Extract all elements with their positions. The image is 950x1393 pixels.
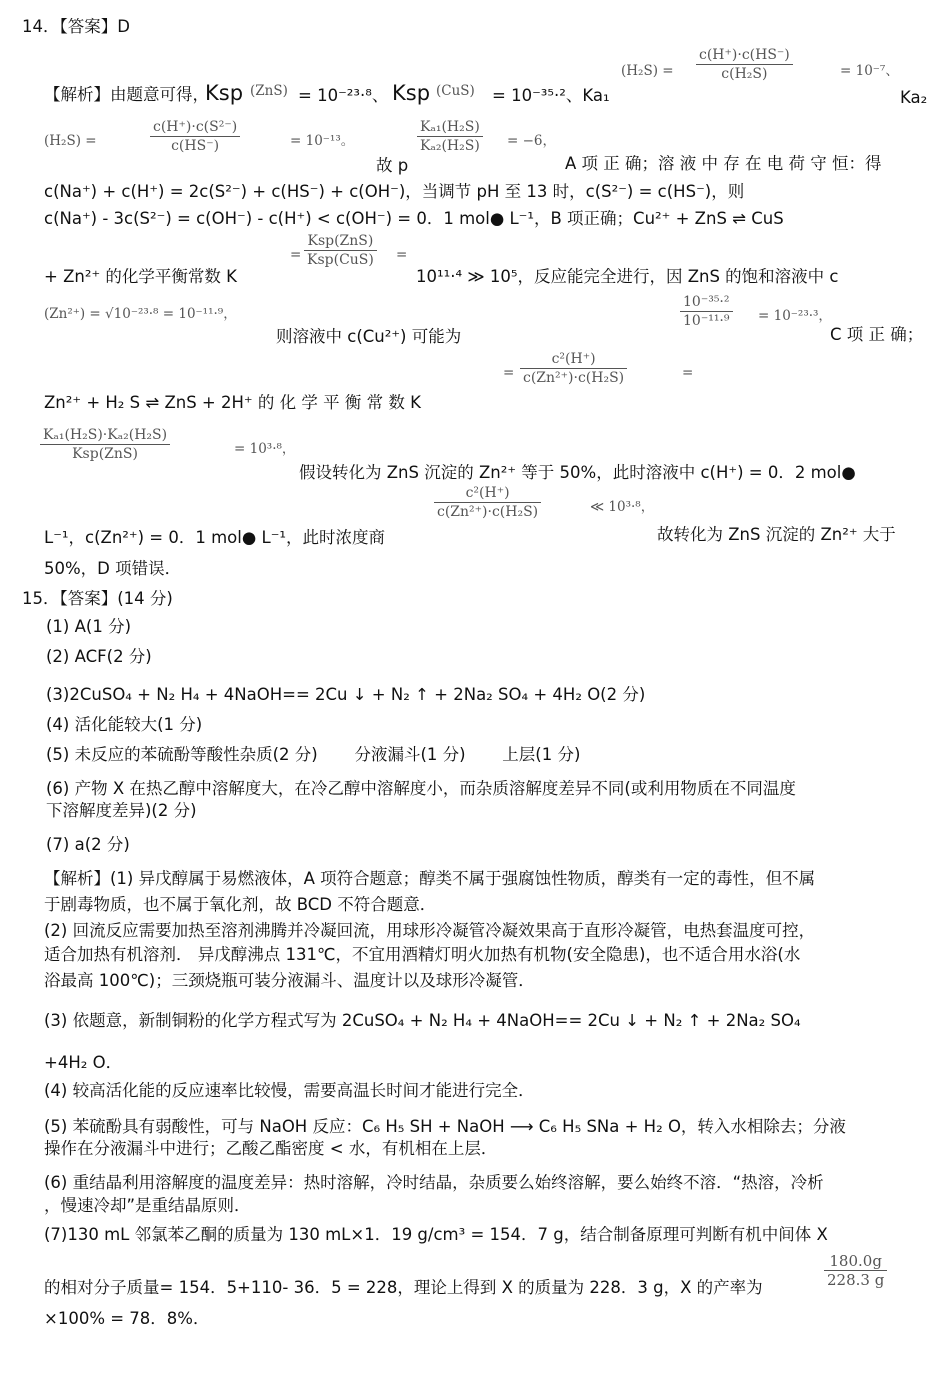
k2-lhs: =	[503, 365, 515, 381]
explain-7-line1: (7)130 mL 邻氯苯乙酮的质量为 130 mL×1．19 g/cm³ = 154．7 g，结合制备原理可判断有机中间体 X	[44, 1225, 828, 1244]
explain-1-line1: 【解析】(1) 异戊醇属于易燃液体，A 项符合题意；醇类不属于强腐蚀性物质，醇类有一定的毒性，但不属	[44, 869, 816, 888]
ksp-zns-arg: (ZnS)	[250, 83, 288, 99]
answer-5: (5) 未反应的苯硫酚等酸性杂质(2 分) 分液漏斗(1 分) 上层(1 分)	[46, 745, 581, 764]
ksp-cus-label: Ksp	[392, 81, 431, 105]
explain-5-line2: 操作在分液漏斗中进行；乙酸乙酯密度 < 水，有机相在上层．	[44, 1139, 498, 1158]
yield-num: 180.0g	[829, 1252, 882, 1270]
ksp-zns-label: Ksp	[205, 81, 244, 105]
line-charge-balance: c(Na⁺) + c(H⁺) = 2c(S²⁻) + c(HS⁻) + c(OH⁻)，当调节 pH 至 13 时，c(S²⁻) = c(HS⁻)，则	[44, 182, 745, 201]
explain-3-line1: (3) 依题意，新制铜粉的化学方程式写为 2CuSO₄ + N₂ H₄ + 4NaOH== 2Cu ↓ + N₂ ↑ + 2Na₂ SO₄	[44, 1011, 801, 1030]
ka2-den: c(HS⁻)	[150, 136, 240, 155]
explain-6-line1: (6) 重结晶利用溶解度的温度差异：热时溶解，冷时结晶，杂质要么始终溶解，要么始终不溶．“热溶，冷析	[44, 1173, 824, 1192]
c-correct: C 项 正 确；	[830, 325, 924, 344]
q-num: c²(H⁺)	[465, 485, 510, 501]
q15-header: 15．【答案】(14 分)	[22, 589, 173, 608]
k-den: Ksp(CuS)	[304, 250, 377, 269]
line-l: L⁻¹，c(Zn²⁺) = 0．1 mol● L⁻¹，此时浓度商	[44, 528, 386, 547]
ka2-rhs: = 10⁻¹³。	[290, 133, 355, 149]
answer-2: (2) ACF(2 分)	[46, 647, 152, 666]
line-gu: 故转化为 ZnS 沉淀的 Zn²⁺ 大于	[657, 525, 896, 544]
ka2-label: Ka₂	[900, 88, 928, 107]
ka-ratio-den: Kₐ₂(H₂S)	[417, 136, 483, 155]
line-zn-k: + Zn²⁺ 的化学平衡常数 K	[44, 267, 237, 286]
answer-3: (3)2CuSO₄ + N₂ H₄ + 4NaOH== 2Cu ↓ + N₂ ↑ + 2Na₂ SO₄ + 4H₂ O(2 分)	[46, 685, 646, 704]
zn-sqrt: (Zn²⁺) = √10⁻²³·⁸ = 10⁻¹¹·⁹，	[44, 306, 237, 322]
ksp-cus-arg: (CuS)	[436, 83, 475, 99]
explain-2-line1: (2) 回流反应需要加热至溶剂沸腾并冷凝回流，用球形冷凝管冷凝效果高于直形冷凝管，电热套温度可控，	[44, 921, 816, 940]
answer-6-line2: 下溶解度差异)(2 分)	[46, 801, 197, 820]
line-b-correct: c(Na⁺) - 3c(S²⁻) = c(OH⁻) - c(H⁺) < c(OH⁻) = 0．1 mol● L⁻¹，B 项正确；Cu²⁺ + ZnS ⇌ CuS	[44, 209, 784, 228]
line-a-correct: A 项 正 确；溶 液 中 存 在 电 荷 守 恒：得	[565, 154, 882, 173]
k-fraction	[304, 232, 377, 269]
cu-num: 10⁻³⁵·²	[683, 294, 730, 310]
answer-1: (1) A(1 分)	[46, 617, 132, 636]
explain-7-line2: 的相对分子质量= 154．5+110- 36．5 = 228，理论上得到 X 的质量为 228．3 g，X 的产率为	[44, 1278, 763, 1297]
k3-den: Ksp(ZnS)	[40, 444, 170, 463]
explain-5-line1: (5) 苯硫酚具有弱酸性，可与 NaOH 反应：C₆ H₅ SH + NaOH ⟶ C₆ H₅ SNa + H₂ O，转入水相除去；分液	[44, 1117, 846, 1136]
cu-label: 则溶液中 c(Cu²⁺) 可能为	[276, 327, 462, 346]
cu-den: 10⁻¹¹·⁹	[680, 311, 733, 330]
ka2-fraction	[150, 118, 240, 155]
k2-fraction	[520, 350, 627, 387]
ka1-lhs: (H₂S) =	[621, 63, 674, 79]
answer-4: (4) 活化能较大(1 分)	[46, 715, 203, 734]
explain-1-line2: 于剧毒物质，也不属于氧化剂，故 BCD 不符合题意．	[44, 895, 437, 914]
ka2-lhs: (H₂S) =	[44, 133, 97, 149]
k-num: Ksp(ZnS)	[307, 233, 374, 249]
answer-6-line1: (6) 产物 X 在热乙醇中溶解度大，在冷乙醇中溶解度小，而杂质溶解度差异不同(或利用物质在不同温度	[46, 779, 796, 798]
q-fraction	[434, 484, 541, 521]
ksp-cus-value: = 10⁻³⁵·²、Ka₁	[492, 86, 610, 105]
ka-ratio-num: Kₐ₁(H₂S)	[420, 119, 480, 135]
k3-rhs: = 10³·⁸，	[234, 441, 296, 457]
ka1-rhs: = 10⁻⁷、	[840, 63, 899, 79]
ka1-num: c(H⁺)·c(HS⁻)	[699, 47, 790, 63]
gu-p: 故 p	[376, 156, 409, 175]
line-d-wrong: 50%，D 项错误．	[44, 559, 182, 578]
ka-ratio-rhs: = −6，	[507, 133, 557, 149]
k-rhs: =	[396, 247, 408, 263]
ksp-zns-value: = 10⁻²³·⁸、	[298, 86, 389, 105]
yield-fraction	[824, 1252, 887, 1289]
explain-2-line2: 适合加热有机溶剂． 异戊醇沸点 131℃，不宜用酒精灯明火加热有机物(安全隐患)，也不适合用水浴(水	[44, 945, 801, 964]
explain-7-line3: ×100% = 78．8%．	[44, 1309, 210, 1328]
ka1-fraction	[696, 46, 793, 83]
q-rhs: ≪ 10³·⁸，	[590, 499, 655, 515]
ka2-num: c(H⁺)·c(S²⁻)	[153, 119, 238, 135]
explain-6-line2: ，慢速冷却”是重结晶原则．	[44, 1196, 251, 1215]
explain-3-line2: +4H₂ O．	[44, 1053, 123, 1072]
line-power: 10¹¹·⁴ ≫ 10⁵，反应能完全进行，因 ZnS 的饱和溶液中 c	[416, 267, 839, 286]
cu-fraction	[680, 293, 733, 330]
answer-7: (7) a(2 分)	[46, 835, 130, 854]
ka1-den: c(H₂S)	[696, 64, 793, 83]
k2-den: c(Zn²⁺)·c(H₂S)	[520, 368, 627, 387]
q14-jx-label: 【解析】由题意可得，	[44, 85, 209, 104]
k3-num: Kₐ₁(H₂S)·Kₐ₂(H₂S)	[43, 427, 168, 443]
k2-rhs: =	[682, 365, 694, 381]
ka-ratio-fraction	[417, 118, 483, 155]
yield-den: 228.3 g	[824, 1270, 887, 1289]
line-h2s-k: Zn²⁺ + H₂ S ⇌ ZnS + 2H⁺ 的 化 学 平 衡 常 数 K	[44, 393, 421, 412]
k2-num: c²(H⁺)	[551, 351, 596, 367]
q-den: c(Zn²⁺)·c(H₂S)	[434, 502, 541, 521]
explain-2-line3: 浴最高 100℃)；三颈烧瓶可装分液漏斗、温度计以及球形冷凝管．	[44, 971, 535, 990]
k-lhs: =	[290, 247, 302, 263]
line-assume: 假设转化为 ZnS 沉淀的 Zn²⁺ 等于 50%，此时溶液中 c(H⁺) = 0．2 mol●	[299, 463, 856, 482]
explain-4: (4) 较高活化能的反应速率比较慢，需要高温长时间才能进行完全．	[44, 1081, 535, 1100]
q14-header: 14．【答案】D	[22, 17, 130, 36]
k3-fraction	[40, 426, 170, 463]
cu-rhs: = 10⁻²³·³，	[758, 308, 832, 324]
